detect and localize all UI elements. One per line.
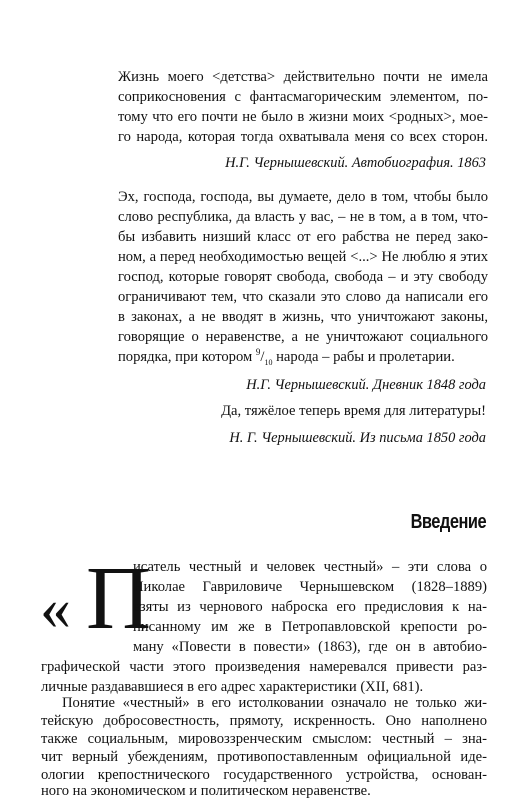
epigraph-3-attribution: Н. Г. Чернышевский. Из письма 1850 года — [229, 430, 486, 446]
epigraph-2-line: господ, которые говорят свобода, свобода – и эту свободу — [118, 269, 488, 285]
body-line: чит верный убеждениям, противопоставленным официальной иде- — [41, 749, 487, 765]
body-line: личные раздававшиеся в его адрес характеристики (XII, 681). — [41, 679, 424, 695]
fraction-denominator: 10 — [264, 357, 273, 367]
epigraph-2-line: слово республика, да власть у вас, – не в том, а в том, что- — [118, 209, 488, 225]
epigraph-2-last-line — [118, 348, 488, 366]
epigraph-1-attribution: Н.Г. Чернышевский. Автобиография. 1863 — [225, 155, 486, 171]
epigraph-2-line: ограничивают тем, что сказали это слово да написали его — [118, 289, 488, 305]
epigraph-2-line: говорящие о неравенстве, а не уничтожают социального — [118, 329, 488, 345]
body-line: графической части этого произведения намеревался привести раз- — [41, 659, 487, 675]
epigraph-2-attribution: Н.Г. Чернышевский. Дневник 1848 года — [246, 377, 486, 393]
body-line: Николае Гавриловиче Чернышевском (1828–1889) — [133, 579, 487, 595]
drop-cap-quote: « — [40, 575, 71, 643]
epigraph-2-last-after: народа – рабы и пролетарии. — [276, 349, 455, 365]
body-line: взяты из чернового наброска его предисловия к на- — [133, 599, 487, 615]
body-line: Понятие «честный» в его истолковании означало не только жи- — [62, 695, 487, 711]
body-line: тейскую добросовестность, прямоту, искренность. Оно наполнено — [41, 713, 487, 729]
epigraph-2-line: в законах, а не вводят в жизнь, что уничтожают законы, — [118, 309, 488, 325]
epigraph-2-line: бы избавить низший класс от его рабства не перед зако- — [118, 229, 488, 245]
epigraph-2-line: Эх, господа, господа, вы думаете, дело в том, чтобы было — [118, 189, 488, 205]
body-line: писанному им же в Петропавловской крепости ро- — [133, 619, 487, 635]
epigraph-3-quote: Да, тяжёлое теперь время для литературы! — [221, 403, 486, 419]
epigraph-2-last-before: порядка, при котором — [118, 349, 253, 365]
epigraph-1-line: тому что его почти не было в жизни моих <родных>, мое- — [118, 109, 488, 125]
epigraph-2-line: ном, а перед необходимостью вещей <...> Не люблю я этих — [118, 249, 488, 265]
section-title: Введение — [410, 511, 486, 533]
epigraph-1-line: Жизнь моего <детства> действительно почти не имела — [118, 69, 488, 85]
body-line: ологии крепостнического государственного устройства, основан- — [41, 767, 487, 783]
drop-cap-letter: П — [86, 549, 151, 648]
epigraph-1-line: соприкосновения с фантасмагорическим элементом, по- — [118, 89, 488, 105]
fraction-slash: / — [260, 349, 265, 365]
epigraph-1-line: го народа, которая тогда охватывала меня со всех сторон. — [118, 129, 488, 145]
body-line: также социальным, мировоззренческим смыслом: честный – зна- — [41, 731, 487, 747]
body-line: исатель честный и человек честный» – эти слова о — [133, 559, 487, 575]
body-line: ного на экономическом и политическом неравенстве. — [41, 783, 371, 799]
body-line: ману «Повести в повести» (1863), где он в автобио- — [133, 639, 487, 655]
fraction-numerator: 9 — [255, 347, 261, 358]
